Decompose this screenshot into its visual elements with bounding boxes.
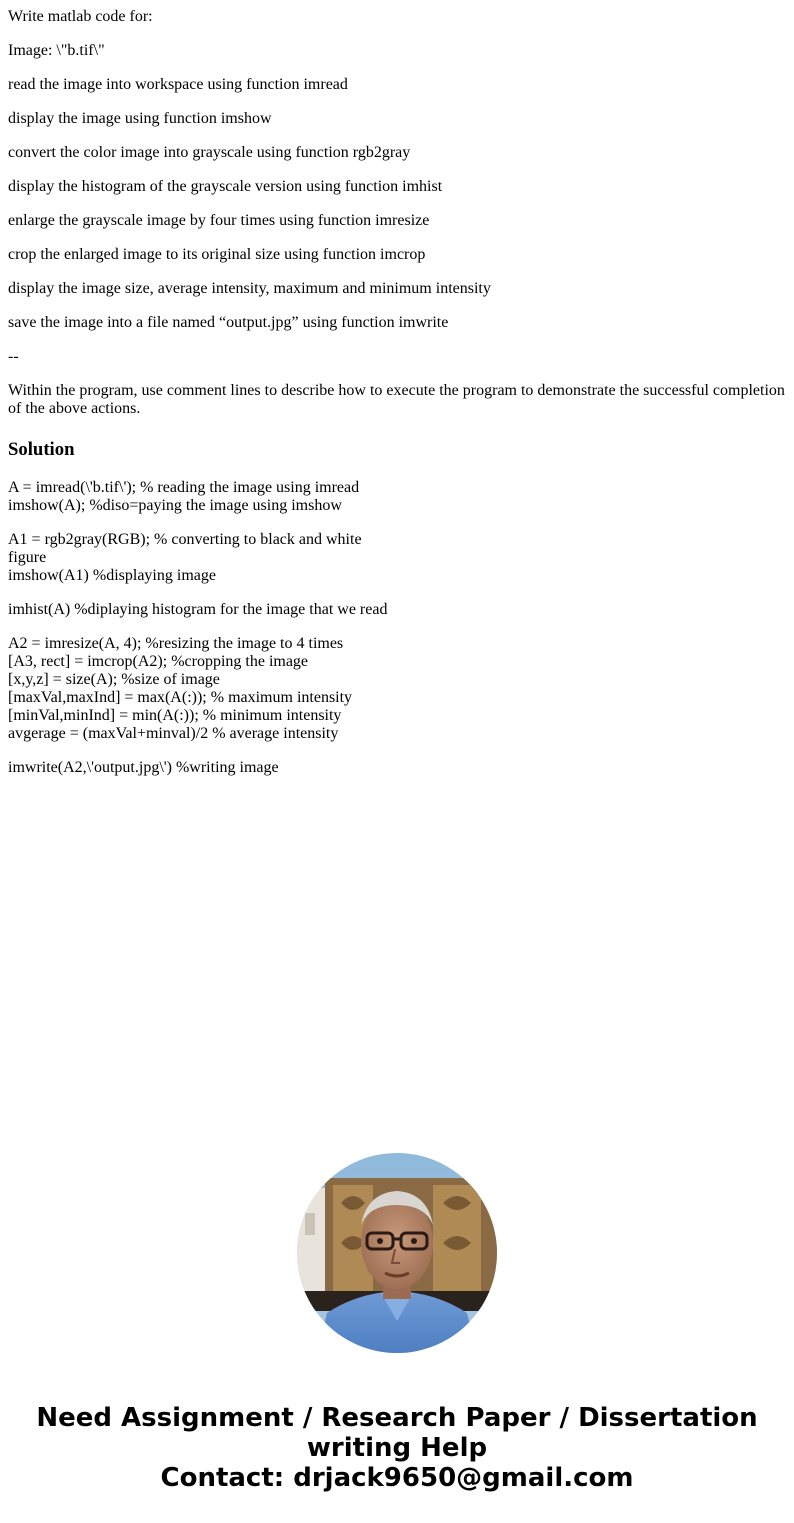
question-line: Write matlab code for:: [8, 8, 153, 25]
question-line: save the image into a file named “output.jpg” using function imwrite: [8, 314, 449, 331]
question-line: display the image size, average intensity, maximum and minimum intensity: [8, 280, 491, 297]
code-line: imwrite(A2,\'output.jpg\') %writing image: [8, 759, 279, 776]
code-block: [8, 531, 788, 585]
footer-line: Need Assignment / Research Paper / Dissertation: [36, 1403, 758, 1433]
question-line: read the image into workspace using function imread: [8, 76, 348, 93]
code-line: imshow(A1) %displaying image: [8, 567, 216, 584]
footer-line: writing Help: [306, 1433, 488, 1463]
code-block: [8, 601, 788, 619]
code-line: [x,y,z] = size(A); %size of image: [8, 671, 220, 688]
code-block: [8, 635, 788, 743]
code-block: [8, 759, 788, 777]
solution-code: [8, 479, 788, 777]
code-line: A = imread(\'b.tif\'); % reading the image using imread: [8, 479, 360, 496]
question-line: crop the enlarged image to its original size using function imcrop: [8, 246, 426, 263]
code-line: imshow(A); %diso=paying the image using imshow: [8, 497, 342, 514]
code-line: A1 = rgb2gray(RGB); % converting to black and white: [8, 531, 362, 548]
question-line: display the histogram of the grayscale version using function imhist: [8, 178, 443, 195]
footer-contact-email: Contact: drjack9650@gmail.com: [160, 1463, 634, 1493]
tutor-avatar: [297, 1153, 497, 1353]
question-separator: --: [8, 348, 19, 365]
code-line: [maxVal,maxInd] = max(A(:)); % maximum intensity: [8, 689, 353, 706]
document-body: [8, 0, 788, 777]
question-note: Within the program, use comment lines to describe how to execute the program to demonstrate the successful completion of the above actions.: [8, 382, 785, 417]
code-line: imhist(A) %diplaying histogram for the image that we read: [8, 601, 388, 618]
question-line: enlarge the grayscale image by four times using function imresize: [8, 212, 430, 229]
code-line: avgerage = (maxVal+minval)/2 % average intensity: [8, 725, 339, 742]
code-line: A2 = imresize(A, 4); %resizing the image to 4 times: [8, 635, 344, 652]
avatar-portrait-icon: [297, 1153, 497, 1353]
code-line: [minVal,minInd] = min(A(:)); % minimum intensity: [8, 707, 342, 724]
code-block: [8, 479, 788, 515]
question-line: convert the color image into grayscale using function rgb2gray: [8, 144, 411, 161]
question-section: [8, 8, 788, 418]
solution-heading: Solution: [8, 439, 75, 460]
footer-contact: [0, 1403, 794, 1493]
question-line: display the image using function imshow: [8, 110, 272, 127]
question-line: Image: \"b.tif\": [8, 42, 105, 59]
code-line: [A3, rect] = imcrop(A2); %cropping the image: [8, 653, 309, 670]
code-line: figure: [8, 549, 47, 566]
